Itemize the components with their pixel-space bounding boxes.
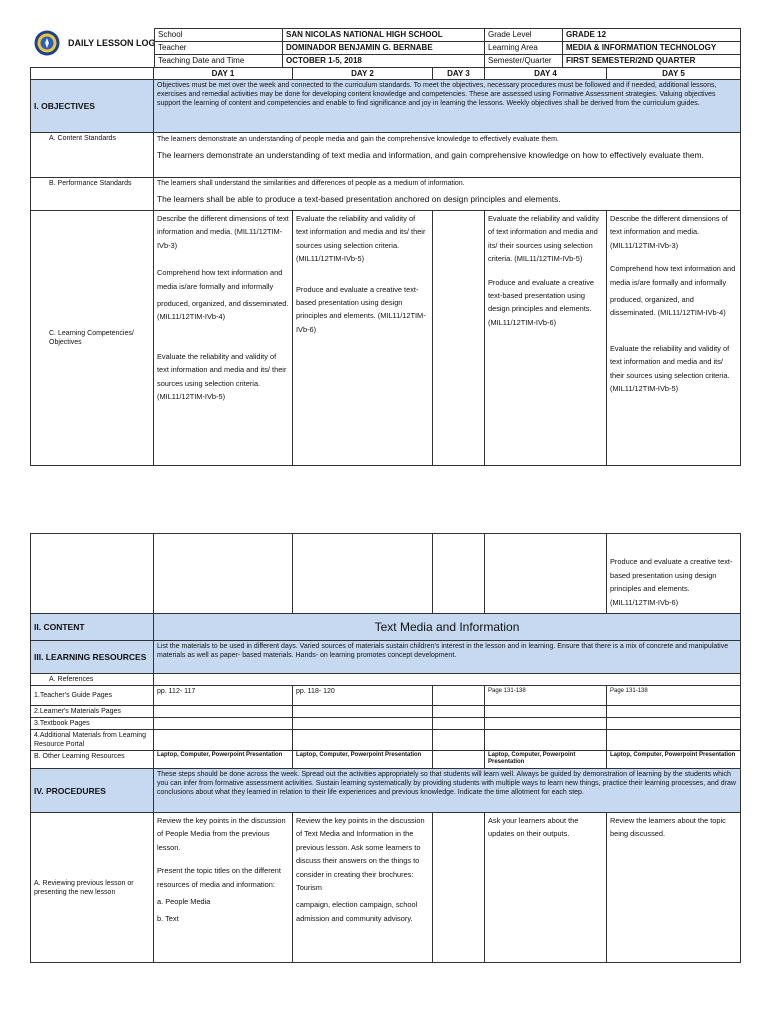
learning-resources-text: List the materials to be used in different days. Varied sources of materials sustain children's interest in the lesson and in learning. Ensure that there is a mix of concrete and manipulative materials as well as paper- based materials. Hands- on learning promotes concept development. [154,641,741,674]
teaching-date-value: OCTOBER 1-5, 2018 [283,55,485,68]
teachers-guide-day-5: Page 131-138 [607,686,741,706]
competency-text: Produce and evaluate a creative text-based presentation using design principles and elements. (MIL11/12TIM-IVb-6) [488,277,595,327]
seal-icon [34,30,60,56]
content-standards-cell [154,133,741,178]
procedures-title: IV. PROCEDURES [31,769,154,813]
reviewing-day-5: Review the learners about the topic being discussed. [607,813,741,963]
teachers-guide-day-2: pp. 118- 120 [293,686,433,706]
day-2-header: DAY 2 [293,68,433,80]
reviewing-lesson-label: A. Reviewing previous lesson or presenting the new lesson [31,813,154,963]
competency-text: Comprehend how text information and media is/are formally and informally [610,264,736,287]
performance-standards-cell [154,178,741,211]
content-standards-line-2: The learners demonstrate an understanding of text media and information, and gain comprehensive knowledge on how to effectively evaluate them. [157,150,704,160]
teacher-value: DOMINADOR BENJAMIN G. BERNABE [283,42,485,55]
competency-text: Comprehend how text information and media is/are formally and informally [157,268,283,291]
teachers-guide-day-3 [433,686,485,706]
school-label: School [155,29,283,42]
continued-day-4 [485,534,607,614]
header-info-table [154,28,740,68]
competency-text: Evaluate the reliability and validity of text information and media and its/ their sources using selection criteria. (MIL11/12TIM-IVb-5) [610,343,730,394]
performance-standards-line-2: The learners shall be able to produce a text-based presentation anchored on design principles and elements. [157,194,561,204]
competency-text: Evaluate the reliability and validity of text information and media and its/ their sources using selection criteria. (MIL11/12TIM-IVb-5) [157,351,287,402]
day-3-header: DAY 3 [433,68,485,80]
teaching-date-label: Teaching Date and Time [155,55,283,68]
lesson-table-page-1 [30,67,740,466]
content-standards-line-1: The learners demonstrate an understanding of people media and gain the comprehensive knowledge to effectively evaluate them. [157,136,559,143]
procedure-text: Review the key points in the discussion of Text Media and Information in the previous lesson. Ask some learners to discuss their answers on the things to consider in creating their brochures: Tourism [296,816,425,893]
continued-day-2 [293,534,433,614]
procedure-text: Present the topic titles on the different resources of media and information: [157,866,281,889]
other-resources-day-5: Laptop, Computer, Powerpoint Presentation [607,751,741,769]
learners-materials-label: 2.Learner's Materials Pages [31,706,154,718]
procedures-text: These steps should be done across the week. Spread out the activities appropriately so that students will learn well. Always be guided by demonstration of learning by the students which you can infer from formative assessment activities. Sustain learning systematically by providing students with multiple ways to learn new things, practice their learning processes, and draw conclusions about what they learned in relation to their life experiences and previous knowledge. Indicate the time allotment for each step. [154,769,741,813]
textbook-pages-label: 3.Textbook Pages [31,718,154,730]
competency-text: produced, organized, and disseminated. (MIL11/12TIM-IVb-4) [610,295,726,318]
continued-day-3 [433,534,485,614]
day-1-header: DAY 1 [154,68,293,80]
continued-blank [31,534,154,614]
reviewing-day-1 [154,813,293,963]
semester-value: FIRST SEMESTER/2ND QUARTER [563,55,741,68]
page-title: DAILY LESSON LOG [68,38,156,48]
competencies-day-4 [485,211,607,466]
other-resources-label: B. Other Learning Resources [31,751,154,769]
competency-text: produced, organized, and disseminated. (MIL11/12TIM-IVb-4) [157,299,289,322]
competencies-day-5 [607,211,741,466]
content-standards-label: A. Content Standards [31,133,154,178]
learning-resources-title: III. LEARNING RESOURCES [31,641,154,674]
other-resources-day-2: Laptop, Computer, Powerpoint Presentation [293,751,433,769]
teachers-guide-label: 1.Teacher's Guide Pages [31,686,154,706]
teachers-guide-day-1: pp. 112- 117 [154,686,293,706]
reviewing-day-4: Ask your learners about the updates on their outputs. [485,813,607,963]
competencies-day-3 [433,211,485,466]
procedure-text: b. Text [157,914,179,924]
content-title: II. CONTENT [31,614,154,641]
semester-label: Semester/Quarter [485,55,563,68]
references-cell [154,674,741,686]
other-resources-day-3 [433,751,485,769]
performance-standards-line-1: The learners shall understand the similarities and differences of people as a medium of information. [157,180,465,187]
continued-day-1 [154,534,293,614]
procedure-text: a. People Media [157,897,211,907]
lesson-table-page-2 [30,533,740,963]
teachers-guide-day-4: Page 131-138 [485,686,607,706]
competency-text: Describe the different dimensions of text information and media. (MIL11/12TIM-IVb-3) [157,214,289,250]
grade-level-value: GRADE 12 [563,29,741,42]
day-4-header: DAY 4 [485,68,607,80]
performance-standards-label: B. Performance Standards [31,178,154,211]
other-resources-day-4: Laptop, Computer, Powerpoint Presentation [485,751,607,769]
procedure-text: Review the key points in the discussion of People Media from the previous lesson. [157,816,286,852]
procedure-text: campaign, election campaign, school admission and community advisory. [296,900,418,923]
competency-text: Evaluate the reliability and validity of text information and media and its/ their sources using selection criteria. (MIL11/12TIM-IVb-5) [296,214,426,264]
competency-text: Evaluate the reliability and validity of text information and media and its/ their sources using selection criteria. (MIL11/12TIM-IVb-5) [488,214,599,264]
competencies-label: C. Learning Competencies/ Objectives [31,211,154,466]
other-resources-day-1: Laptop, Computer, Powerpoint Presentation [154,751,293,769]
grade-level-label: Grade Level [485,29,563,42]
learning-area-label: Learning Area [485,42,563,55]
reviewing-day-2 [293,813,433,963]
learning-area-value: MEDIA & INFORMATION TECHNOLOGY [563,42,741,55]
objectives-title: I. OBJECTIVES [31,80,154,133]
references-label: A. References [31,674,154,686]
continued-day-5: Produce and evaluate a creative text-based presentation using design principles and elements. (MIL11/12TIM-IVb-6) [607,534,741,614]
content-text: Text Media and Information [154,614,741,641]
additional-materials-label: 4.Additional Materials from Learning Resource Portal [31,730,154,751]
objectives-text: Objectives must be met over the week and connected to the curriculum standards. To meet the objectives, necessary procedures must be followed and if needed, additional lessons, exercises and remedial activities may be done for developing content knowledge and competencies. These are assessed using Formative Assessment strategies. Valuing objectives support the learning of content and competencies and enable to find significance and joy in learning the lessons. Weekly objectives shall be derived from the curriculum guides. [154,80,741,133]
competency-text: Describe the different dimensions of text information and media. (MIL11/12TIM-IVb-3) [610,214,728,250]
competencies-day-2 [293,211,433,466]
reviewing-day-3 [433,813,485,963]
school-value: SAN NICOLAS NATIONAL HIGH SCHOOL [283,29,485,42]
day-5-header: DAY 5 [607,68,741,80]
day-header-blank [31,68,154,80]
competency-text: Produce and evaluate a creative text-based presentation using design principles and elements. (MIL11/12TIM-IVb-6) [296,284,426,334]
competencies-day-1 [154,211,293,466]
teacher-label: Teacher [155,42,283,55]
deped-seal [34,30,60,56]
